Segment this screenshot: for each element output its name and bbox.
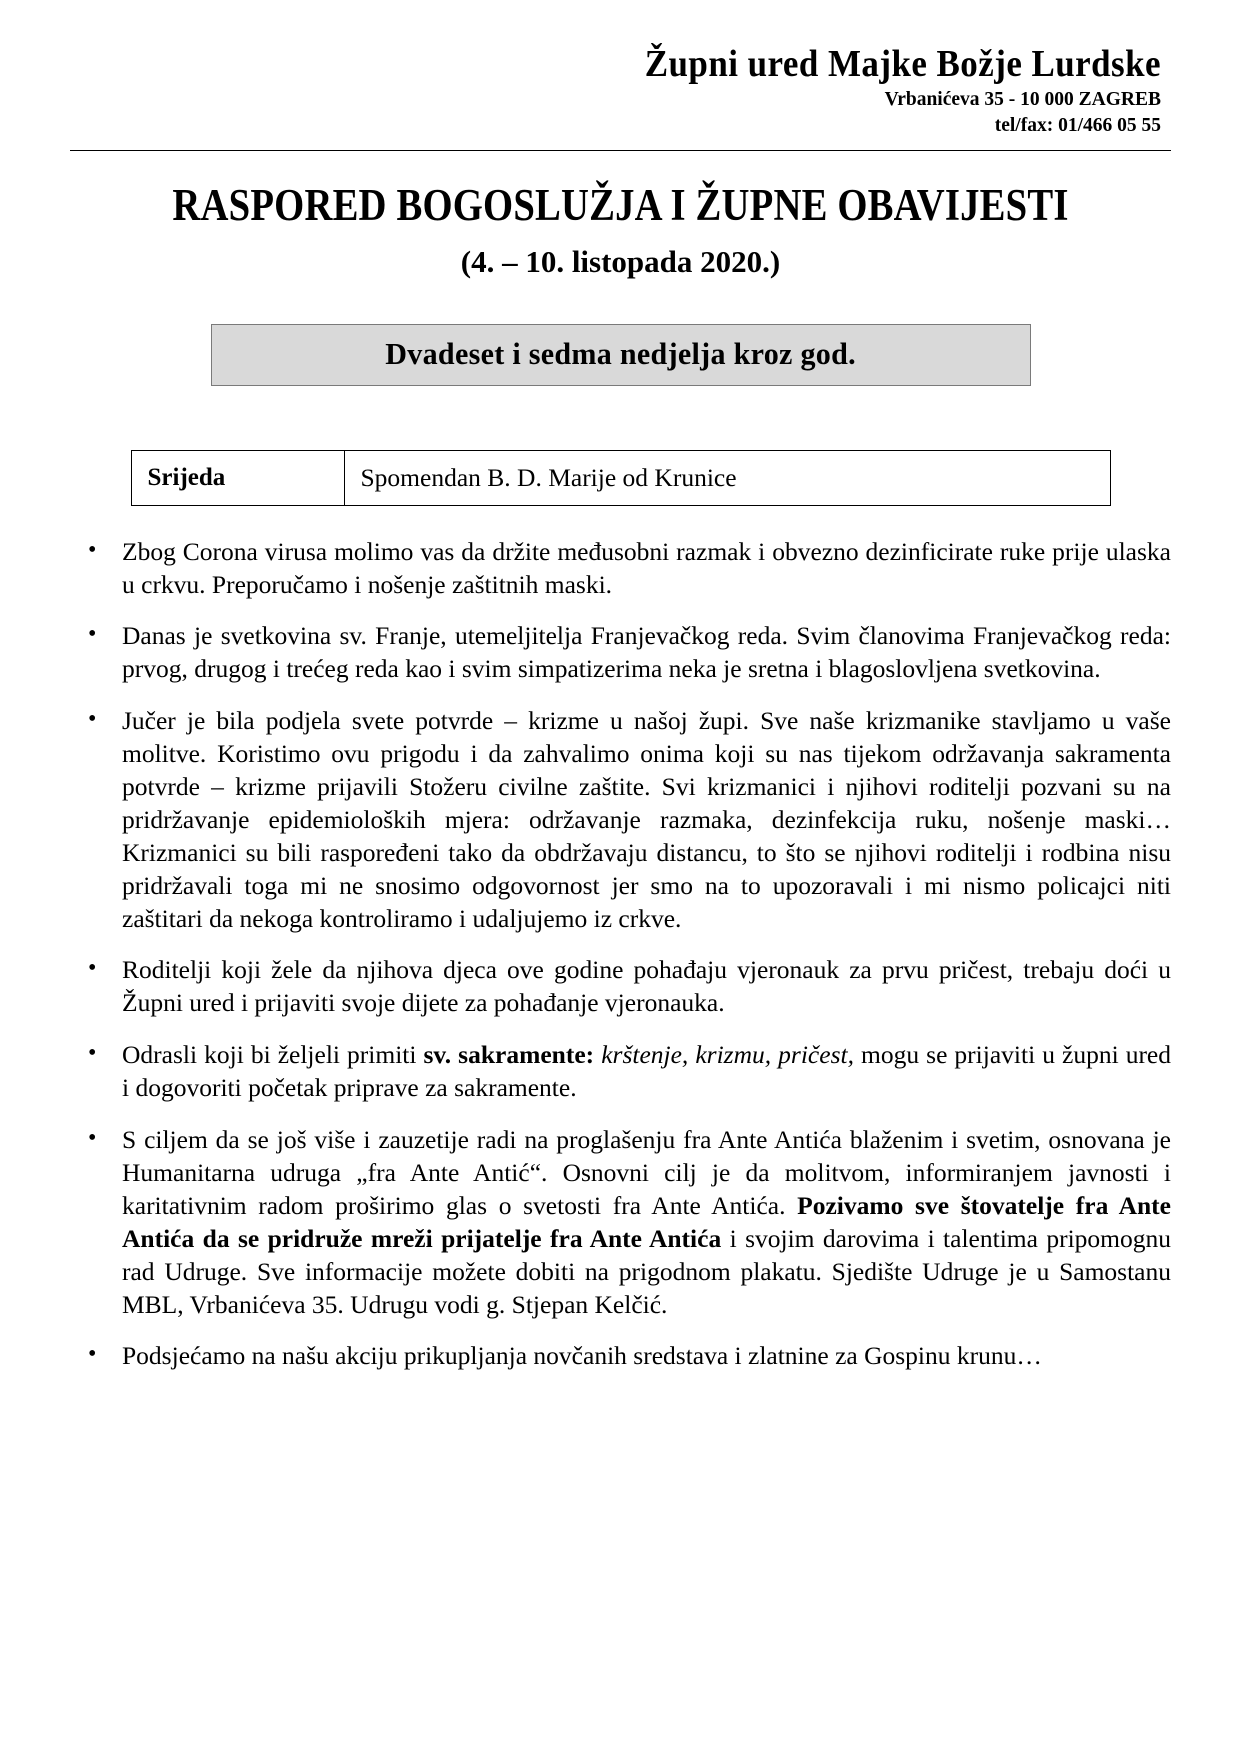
parish-office-title: Župni ured Majke Božje Lurdske xyxy=(644,43,1161,85)
notice-text-run: Odrasli koji bi željeli primiti xyxy=(122,1040,424,1070)
sunday-banner-label: Dvadeset i sedma nedjelja kroz god. xyxy=(385,335,856,371)
notice-text-run: Podsjećamo na našu akciju prikupljanja novčanih sredstava i zlatnine za Gospinu krunu… xyxy=(122,1341,1042,1371)
page-title: RASPORED BOGOSLUŽJA I ŽUPNE OBAVIJESTI xyxy=(172,179,1069,230)
list-item xyxy=(70,705,1171,935)
parish-address: Vrbanićeva 35 - 10 000 ZAGREB xyxy=(884,89,1161,111)
date-range: (4. – 10. listopada 2020.) xyxy=(460,243,781,279)
parish-phone: tel/fax: 01/466 05 55 xyxy=(994,115,1161,137)
header-divider xyxy=(70,150,1171,151)
notice-text-run: Danas je svetkovina sv. Franje, utemeljitelja Franjevačkog reda. Svim članovima Franjevačkog reda: prvog, drugog i trećeg reda kao i svim simpatizerima neka je sretna i blagoslovljena svetkovina. xyxy=(122,621,1171,684)
notice-text-run: Zbog Corona virusa molimo vas da držite međusobni razmak i obvezno dezinficirate ruke prije ulaska u crkvu. Preporučamo i nošenje zaštitnih maski. xyxy=(122,536,1171,599)
list-item xyxy=(70,1340,1171,1373)
schedule-table-body xyxy=(131,450,1110,505)
list-item xyxy=(70,1124,1171,1321)
notice-text-run: S ciljem da se još više i zauzetije radi na proglašenju fra Ante Antića blaženim i svetim, osnovana je Humanitarna udruga „fra Ante Antić“. Osnovni cilj je da molitvom, informiranjem javnosti i karitativnim radom proširimo glas o svetosti fra Ante Antića. xyxy=(122,1125,1171,1220)
notice-text-run: Roditelji koji žele da njihova djeca ove godine pohađaju vjeronauk za prvu pričest, trebaju doći u Župni ured i prijaviti svoje dijete za pohađanje vjeronauka. xyxy=(122,955,1171,1018)
list-item xyxy=(70,536,1171,602)
notice-text-run: Pozivamo sve štovatelje fra Ante Antića da se pridruže mreži prijatelje fra Ante Antića xyxy=(122,1190,1171,1253)
notice-text-run: krštenje, krizmu, pričest, xyxy=(601,1040,854,1070)
schedule-table xyxy=(131,450,1111,506)
notice-text-run: Jučer je bila podjela svete potvrde – krizme u našoj župi. Sve naše krizmanike stavljamo u vaše molitve. Koristimo ovu prigodu i da zahvalimo onima koji su nas tijekom održavanja sakramenta potvrde – krizme prijavili Stožeru civilne zaštite. Svi krizmanici i njihovi roditelji pozvani su na pridržavanje epidemioloških mjera: održavanje razmaka, dezinfekcija ruku, nošenje maski… Krizmanici su bili raspoređeni tako da obdržavaju distancu, to što se njihovi roditelji i rodbina nisu pridržavali toga mi ne snosimo odgovornost jer smo na to upozoravali i mi nismo policajci niti zaštitari da nekoga kontroliramo i udaljujemo iz crkve. xyxy=(122,706,1171,933)
notice-text-run: i svojim darovima i talentima pripomognu rad Udruge. Sve informacije možete dobiti na prigodnom plakatu. Sjedište Udruge je u Samostanu MBL, Vrbanićeva 35. Udrugu vodi g. Stjepan Kelčić. xyxy=(122,1223,1171,1319)
schedule-day: Srijeda xyxy=(131,450,344,505)
schedule-description: Spomendan B. D. Marije od Krunice xyxy=(344,450,1110,505)
notice-text-run: mogu se prijaviti u župni ured i dogovoriti početak priprave za sakramente. xyxy=(122,1040,1172,1103)
sunday-banner xyxy=(211,324,1031,386)
table-row xyxy=(131,450,1110,505)
sunday-banner-wrap xyxy=(70,324,1171,386)
notice-text-run: sv. sakramente: xyxy=(423,1040,595,1070)
list-item xyxy=(70,954,1171,1020)
notices-list xyxy=(70,536,1171,1374)
list-item xyxy=(70,1039,1171,1105)
letterhead xyxy=(70,44,1171,139)
list-item xyxy=(70,620,1171,686)
